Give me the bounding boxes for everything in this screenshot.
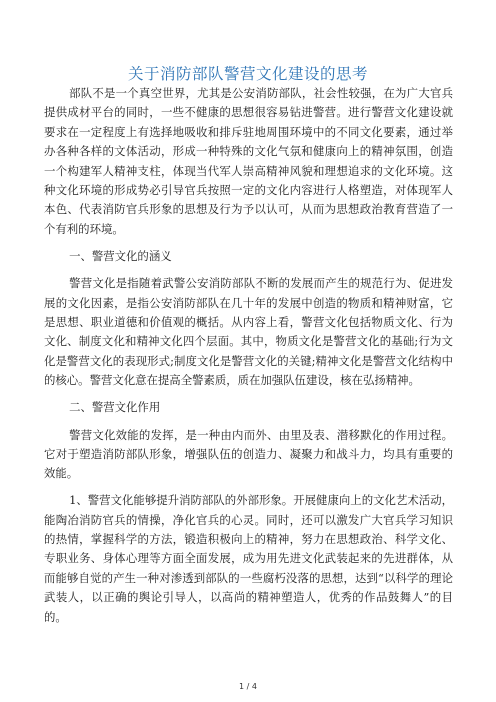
paragraph-intro: 部队不是一个真空世界，尤其是公安消防部队，社会性较强，在为广大官兵提供成材平台的同时，一些不健康的思想很容易钻进警营。进行警营文化建设就要求在一定程度上有选择地吸收和排斥驻地周围环境中的不同文化要素，通过举办各种各样的文体活动，形成一种特殊的文化气氛和健康向上的精神氛围，创造一个构建军人精神支柱，体现当代军人崇高精神风貌和理想追求的文化环境。这种文化环境的形成势必引导官兵按照一定的文化内容进行人格塑造，对体现军人本色、代表消防官兵形象的思想及行为予以认可，从而为思想政治教育营造了一个有利的环境。: [44, 86, 453, 236]
section-heading-meaning: 一、警营文化的涵义: [69, 248, 172, 263]
paragraph-role-point-1: 1、警营文化能够提升消防部队的外部形象。开展健康向上的文化艺术活动，能陶冶消防官兵的情操，净化官兵的心灵。同时，还可以激发广大官兵学习知识的热情，掌握科学的方法，锻造积极向上的精神，努力在思想政治、科学文化、专职业务、身体心理等方面全面发展，成为用先进文化武装起来的先进群体，从而能够自觉的产生一种对渗透到部队的一些腐朽没落的思想，达到“以科学的理论武装人，以正确的舆论引导人，以高尚的精神塑造人，优秀的作品鼓舞人”的目的。: [44, 493, 453, 624]
paragraph-meaning: 警营文化是指随着武警公安消防部队不断的发展而产生的规范行为、促进发展的文化因素，是指公安消防部队在几十年的发展中创造的物质和精神财富，它是思想、职业道德和价值观的概括。从内容上看，警营文化包括物质文化、行为文化、制度文化和精神文化四个层面。其中，物质文化是警营文化的基础;行为文化是警营文化的表现形式;制度文化是警营文化的关键;精神文化是警营文化结构中的核心。警营文化意在提高全警素质，质在加强队伍建设，核在弘扬精神。: [44, 276, 453, 388]
document-body: [44, 84, 453, 635]
document-title: 关于消防部队警营文化建设的思考: [127, 65, 368, 83]
paragraph-role: 警营文化效能的发挥，是一种由内而外、由里及表、潜移默化的作用过程。它对于塑造消防部队形象，增强队伍的创造力、凝聚力和战斗力，均具有重要的效能。: [44, 427, 453, 481]
page-number: 1 / 4: [239, 682, 257, 691]
section-heading-role: 二、警营文化作用: [69, 400, 161, 415]
